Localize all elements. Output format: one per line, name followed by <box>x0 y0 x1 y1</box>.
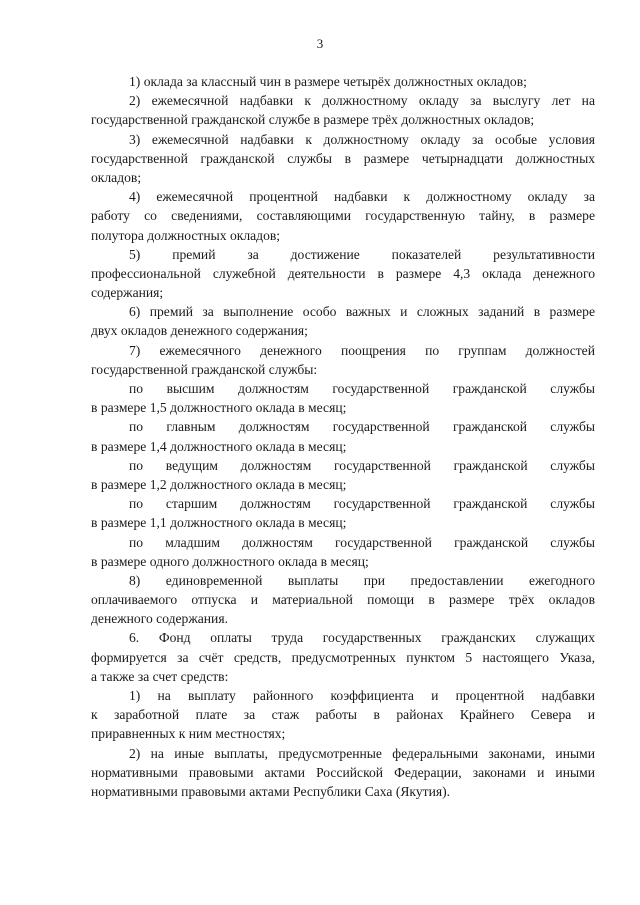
text-line: по главным должностям государственной гражданской службы <box>129 419 595 435</box>
text-line: государственной гражданской службе в размере трёх должностных окладов; <box>91 112 535 128</box>
paragraph <box>91 245 595 303</box>
text-line: 6. Фонд оплаты труда государственных гражданских служащих <box>129 630 595 646</box>
text-line: к заработной плате за стаж работы в районах Крайнего Севера и <box>91 707 595 723</box>
page-number: 3 <box>316 36 324 51</box>
text-line: в размере одного должностного оклада в месяц; <box>91 553 369 569</box>
paragraph <box>91 571 595 629</box>
text-line: по ведущим должностям государственной гражданской службы <box>129 457 595 473</box>
paragraph <box>91 187 595 245</box>
text-line: 4) ежемесячной процентной надбавки к должностному окладу за <box>129 189 595 205</box>
text-line: а также за счет средств: <box>91 668 229 684</box>
text-line: нормативными правовыми актами Российской Федерации, законами и иными <box>91 764 595 780</box>
text-line: 5) премий за достижение показателей результативности <box>129 246 595 262</box>
paragraph <box>91 72 595 91</box>
text-line: в размере 1,5 должностного оклада в месяц; <box>91 400 347 416</box>
text-line: полутора должностных окладов; <box>91 227 281 243</box>
paragraph <box>91 379 595 417</box>
text-line: 1) на выплату районного коэффициента и процентной надбавки <box>129 688 595 703</box>
paragraph <box>91 494 595 532</box>
paragraph <box>91 130 595 188</box>
paragraph <box>91 456 595 494</box>
document-body <box>91 72 595 801</box>
text-line: в размере 1,1 должностного оклада в месяц; <box>91 515 347 531</box>
text-line: в размере 1,2 должностного оклада в месяц; <box>91 476 347 492</box>
text-line: приравненных к ним местностях; <box>91 726 286 742</box>
text-line: двух окладов денежного содержания; <box>91 323 308 339</box>
text-line: денежного содержания. <box>91 611 228 627</box>
text-line: государственной гражданской службы в размере четырнадцати должностных <box>91 150 595 166</box>
paragraph <box>91 686 595 744</box>
text-line: окладов; <box>91 169 142 185</box>
paragraph <box>91 302 595 340</box>
text-line: формируется за счёт средств, предусмотренных пунктом 5 настоящего Указа, <box>91 649 595 665</box>
text-line: 8) единовременной выплаты при предоставлении ежегодного <box>129 572 595 588</box>
text-line: по старшим должностям государственной гражданской службы <box>129 496 595 512</box>
paragraph <box>91 417 595 455</box>
text-line: содержания; <box>91 285 164 301</box>
paragraph <box>91 628 595 686</box>
text-line: государственной гражданской службы: <box>91 361 318 377</box>
paragraph <box>91 744 595 802</box>
text-line: профессиональной служебной деятельности в размере 4,3 оклада денежного <box>91 265 595 281</box>
text-line: по младшим должностям государственной гражданской службы <box>129 534 595 550</box>
text-line: 1) оклада за классный чин в размере четырёх должностных окладов; <box>129 74 527 89</box>
text-line: 6) премий за выполнение особо важных и сложных заданий в размере <box>129 304 595 320</box>
text-line: 2) на иные выплаты, предусмотренные федеральными законами, иными <box>129 745 595 761</box>
paragraph <box>91 341 595 379</box>
text-line: 2) ежемесячной надбавки к должностному окладу за выслугу лет на <box>129 93 595 109</box>
text-line: 3) ежемесячной надбавки к должностному окладу за особые условия <box>129 131 595 147</box>
text-line: в размере 1,4 должностного оклада в месяц; <box>91 438 347 454</box>
text-line: работу со сведениями, составляющими государственную тайну, в размере <box>91 208 595 224</box>
text-line: оплачиваемого отпуска и материальной помощи в размере трёх окладов <box>91 592 595 608</box>
paragraph <box>91 533 595 571</box>
text-line: нормативными правовыми актами Республики Саха (Якутия). <box>91 783 451 799</box>
text-line: 7) ежемесячного денежного поощрения по группам должностей <box>129 342 595 358</box>
text-line: по высшим должностям государственной гражданской службы <box>129 381 595 396</box>
paragraph <box>91 91 595 129</box>
